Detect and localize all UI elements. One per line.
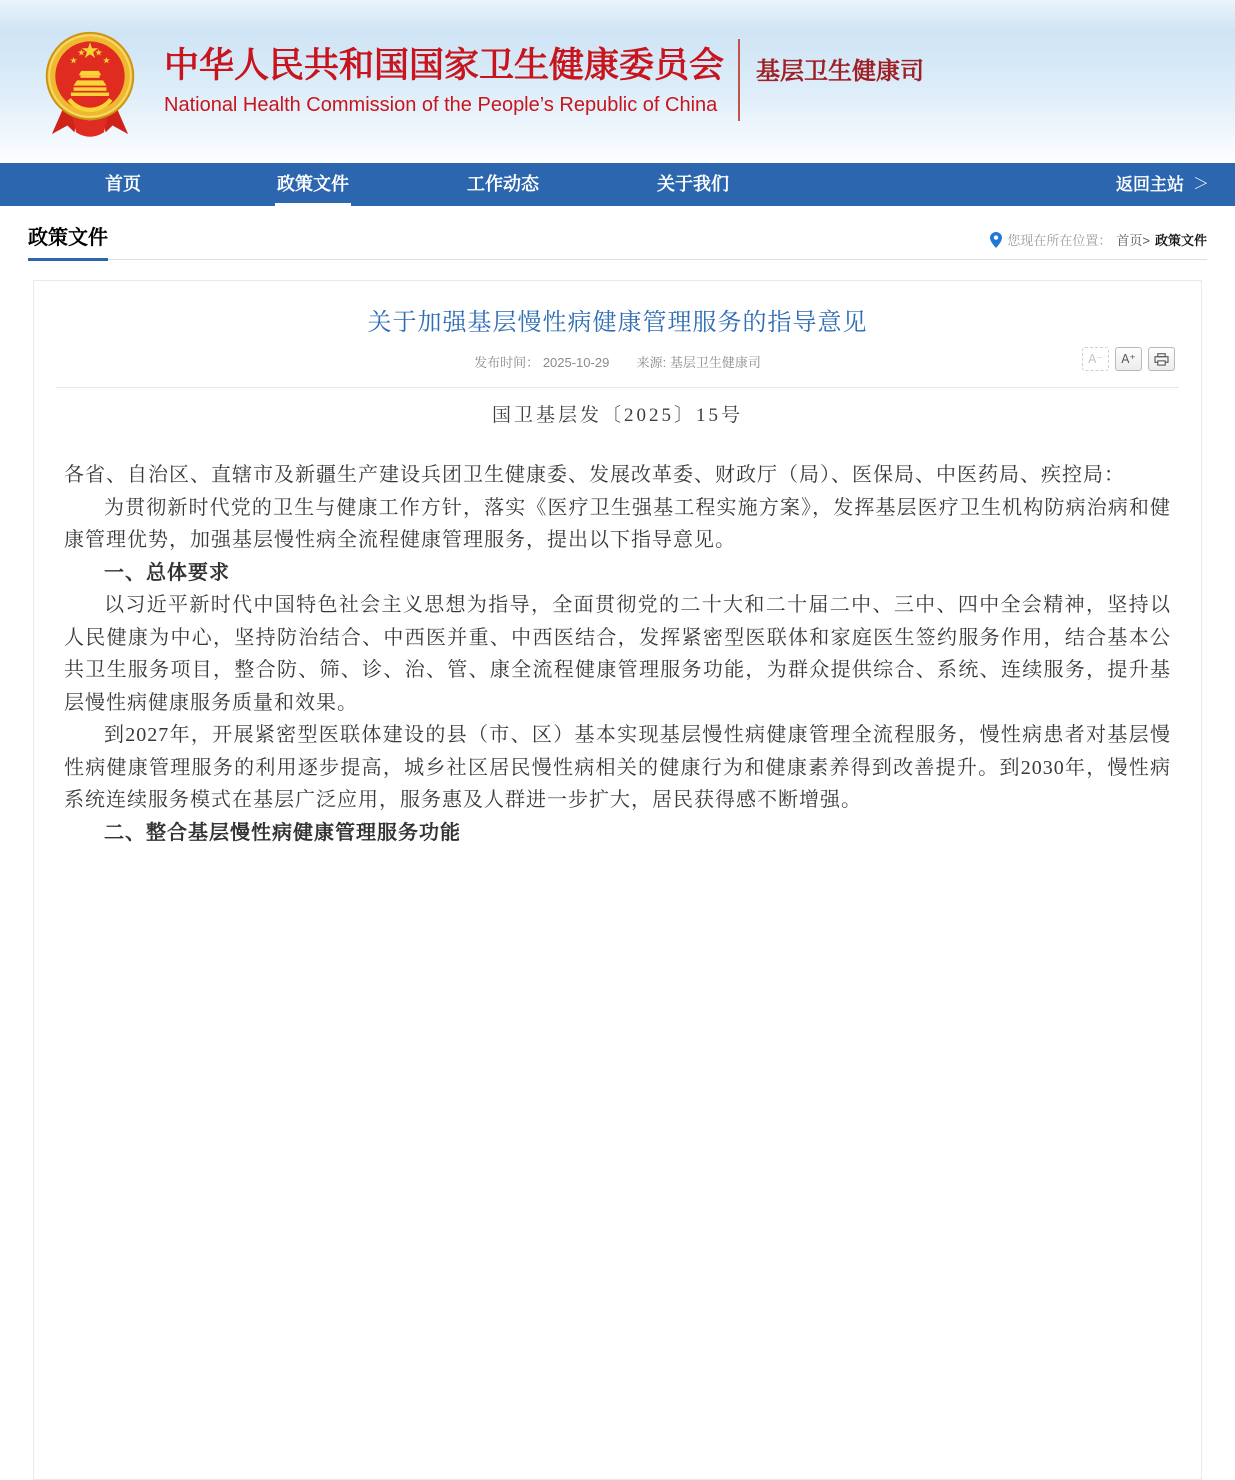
source-label: 来源: bbox=[636, 355, 667, 370]
article-meta bbox=[34, 354, 1201, 372]
document-number: 国卫基层发〔2025〕15号 bbox=[491, 405, 743, 426]
section-title: 政策文件 bbox=[28, 228, 108, 261]
nav-items bbox=[0, 163, 1235, 206]
back-to-main-site-link[interactable] bbox=[1116, 163, 1209, 206]
publish-time-label: 发布时间： bbox=[474, 355, 540, 370]
nav-item-label: 政策文件 bbox=[277, 174, 349, 194]
department-name: 基层卫生健康司 bbox=[756, 58, 924, 85]
article-card bbox=[33, 280, 1202, 1480]
breadcrumb-item-policy[interactable]: 政策文件 bbox=[1154, 233, 1207, 248]
source-value: 基层卫生健康司 bbox=[669, 355, 761, 370]
article-paragraph: 到2027年，开展紧密型医联体建设的县（市、区）基本实现基层慢性病健康管理全流程服务，慢性病患者对基层慢性病健康管理服务的利用逐步提高，城乡社区居民慢性病相关的健康行为和健康素养得到改善提升。到2030年，慢性病系统连续服务模式在基层广泛应用，服务惠及人群进一步扩大，居民获得感不断增强。 bbox=[64, 724, 1171, 811]
nav-item-policy[interactable] bbox=[218, 163, 408, 206]
nav-item-label: 关于我们 bbox=[657, 174, 729, 194]
breadcrumb bbox=[990, 230, 1207, 259]
font-increase-button[interactable]: A⁺ bbox=[1115, 347, 1142, 371]
section-bar bbox=[28, 228, 1207, 260]
header-divider bbox=[738, 39, 740, 121]
location-pin-icon bbox=[990, 232, 1002, 248]
site-header bbox=[0, 0, 1235, 163]
site-title: 中华人民共和国国家卫生健康委员会 bbox=[164, 46, 725, 86]
site-subtitle-en: National Health Commission of the People’s Republic of China bbox=[164, 93, 718, 116]
nav-item-label: 工作动态 bbox=[467, 174, 539, 194]
article-body bbox=[34, 429, 1201, 849]
chevron-right-icon: ＞ bbox=[1192, 176, 1209, 193]
site-title-block bbox=[164, 46, 726, 116]
printer-icon bbox=[1154, 353, 1169, 366]
article-title: 关于加强基层慢性病健康管理服务的指导意见 bbox=[367, 309, 868, 336]
nav-item-home[interactable] bbox=[28, 163, 218, 206]
publish-date: 2025-10-29 bbox=[542, 355, 610, 370]
nav-item-label: 首页 bbox=[105, 174, 141, 194]
back-to-main-site-label: 返回主站 bbox=[1115, 175, 1184, 194]
print-button[interactable] bbox=[1148, 347, 1175, 371]
national-emblem-icon bbox=[38, 24, 142, 142]
article-paragraph: 一、总体要求 bbox=[104, 561, 230, 584]
main-nav bbox=[0, 163, 1235, 206]
article-paragraph: 以习近平新时代中国特色社会主义思想为指导，全面贯彻党的二十大和二十届二中、三中、四中全会精神，坚持以人民健康为中心，坚持防治结合、中西医并重、中西医结合，发挥紧密型医联体和家庭医生签约服务作用，结合基本公共卫生服务项目，整合防、筛、诊、治、管、康全流程健康管理服务功能，为群众提供综合、系统、连续服务，提升基层慢性病健康服务质量和效果。 bbox=[64, 594, 1171, 714]
title-separator bbox=[56, 387, 1179, 388]
nav-item-about[interactable] bbox=[598, 163, 788, 206]
font-decrease-button[interactable]: A⁻ bbox=[1082, 347, 1109, 371]
article-paragraph: 为贯彻新时代党的卫生与健康工作方针，落实《医疗卫生强基工程实施方案》，发挥基层医疗卫生机构防病治病和健康管理优势，加强基层慢性病全流程健康管理服务，提出以下指导意见。 bbox=[64, 496, 1171, 551]
breadcrumb-item-home[interactable]: 首页> bbox=[1116, 233, 1150, 248]
article-paragraph: 各省、自治区、直辖市及新疆生产建设兵团卫生健康委、发展改革委、财政厅（局）、医保局、中医药局、疾控局： bbox=[64, 464, 1125, 486]
nav-item-news[interactable] bbox=[408, 163, 598, 206]
article-paragraph: 二、整合基层慢性病健康管理服务功能 bbox=[104, 821, 461, 844]
article-toolbar bbox=[1082, 347, 1175, 371]
breadcrumb-location-label: 您现在所在位置： bbox=[1007, 233, 1112, 248]
